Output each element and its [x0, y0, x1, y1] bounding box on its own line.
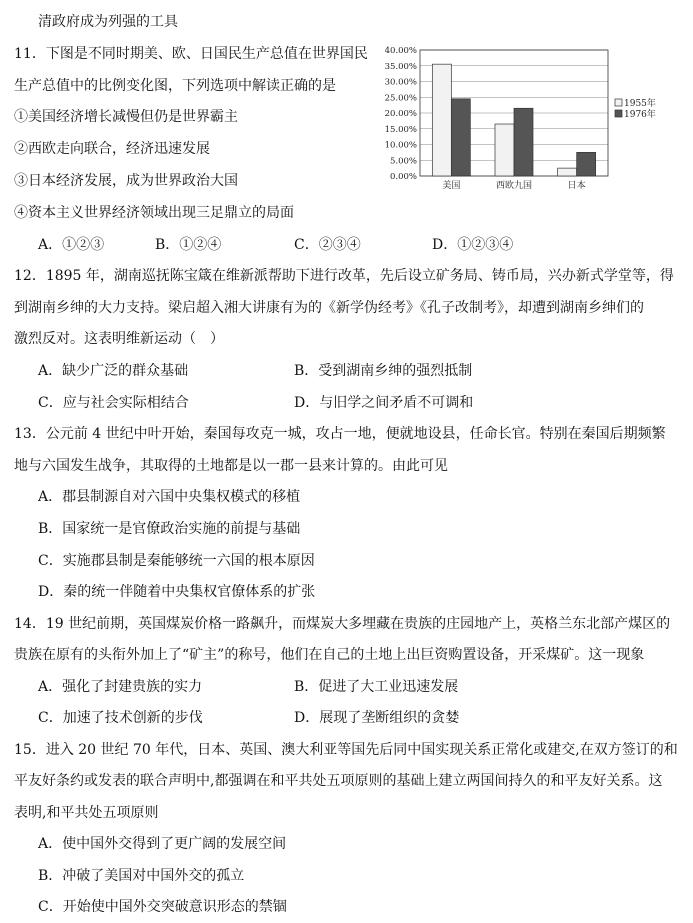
q14-option-a[interactable]: A．强化了封建贵族的实力 [38, 679, 203, 695]
q13-option-b[interactable]: B．国家统一是官僚政治实施的前提与基础 [38, 521, 301, 537]
y-tick-label: 10.00% [384, 140, 417, 151]
q14-stem-line2: 贵族在原有的头衔外加上了“矿主”的称号，他们在自己的土地上出巨资购置设备，开采煤矿。这一现象 [14, 647, 645, 663]
q11-option-d[interactable]: D．①②③④ [432, 237, 514, 253]
y-tick-label: 40.00% [384, 46, 417, 56]
bar-1955年 [432, 64, 451, 176]
y-tick-label: 20.00% [384, 109, 417, 119]
q11-item-4: ④资本主义世界经济领域出现三足鼎立的局面 [14, 205, 294, 221]
q15-stem-line2: 平友好条约或发表的联合声明中,都强调在和平共处五项原则的基础上建立两国间持久的和平友好关系。这 [14, 773, 663, 789]
q12-option-b[interactable]: B．受到湖南乡绅的强烈抵制 [294, 363, 473, 379]
q11-item-1: ①美国经济增长减慢但仍是世界霸主 [14, 109, 238, 125]
q11-item-3: ③日本经济发展，成为世界政治大国 [14, 173, 238, 189]
q12-stem-line3: 激烈反对。这表明维新运动（ ） [14, 331, 224, 347]
top-line: 清政府成为列强的工具 [38, 14, 178, 30]
q14-option-c[interactable]: C．加速了技术创新的步伐 [38, 710, 203, 726]
gnp-share-chart [378, 44, 668, 194]
y-tick-label: 15.00% [384, 124, 417, 135]
gnp-share-bar-chart [378, 44, 668, 194]
q11-option-b[interactable]: B．①②④ [155, 237, 222, 253]
legend-label: 1955年 [624, 99, 656, 109]
q14-option-b[interactable]: B．促进了大工业迅速发展 [294, 679, 459, 695]
y-tick-label: 35.00% [384, 61, 417, 72]
q15-option-c[interactable]: C．开始使中国外交突破意识形态的禁锢 [38, 899, 287, 915]
y-tick-label: 0.00% [389, 172, 417, 182]
legend-swatch [615, 99, 622, 106]
q12-stem-line1: 12．1895 年，湖南巡抚陈宝箴在维新派帮助下进行改革，先后设立矿务局、铸币局，兴办新式学堂等，得 [14, 268, 674, 284]
q11-item-2: ②西欧走向联合，经济迅速发展 [14, 141, 210, 157]
q12-stem-line2: 到湖南乡绅的大力支持。梁启超入湘大讲康有为的《新学伪经考》《孔子改制考》，却遭到湖南乡绅们的 [14, 300, 644, 316]
q11-stem-line2: 生产总值中的比例变化图，下列选项中解读正确的是 [14, 78, 336, 94]
q15-option-a[interactable]: A．使中国外交得到了更广阔的发展空间 [38, 836, 287, 852]
q13-stem-line1: 13．公元前 4 世纪中叶开始，秦国每攻克一城，攻占一地，便就地设县，任命长官。特别在秦国后期频繁 [14, 426, 666, 442]
q15-stem-line1: 15．进入 20 世纪 70 年代，日本、英国、澳大利亚等国先后同中国实现关系正常化或建交,在双方签订的和 [14, 742, 678, 758]
q15-stem-line3: 表明,和平共处五项原则 [14, 805, 159, 821]
bar-1976年 [577, 152, 596, 176]
q14-stem-line1: 14．19 世纪前期，英国煤炭价格一路飙升，而煤炭大多埋藏在贵族的庄园地产上，英格兰东北部产煤区的 [14, 616, 671, 632]
q12-option-a[interactable]: A．缺少广泛的群众基础 [38, 363, 189, 379]
q13-option-d[interactable]: D．秦的统一伴随着中央集权官僚体系的扩张 [38, 584, 316, 600]
q13-option-c[interactable]: C．实施郡县制是秦能够统一六国的根本原因 [38, 553, 315, 569]
bar-1976年 [451, 99, 470, 176]
legend-label: 1976年 [624, 110, 656, 120]
bar-1976年 [514, 108, 533, 176]
q12-option-c[interactable]: C．应与社会实际相结合 [38, 395, 189, 411]
x-tick-label: 美国 [442, 181, 461, 191]
bar-1955年 [495, 124, 514, 176]
q12-option-d[interactable]: D．与旧学之间矛盾不可调和 [294, 395, 474, 411]
bar-1955年 [558, 168, 577, 176]
y-tick-label: 5.00% [389, 156, 417, 167]
q13-option-a[interactable]: A．郡县制源自对六国中央集权模式的移植 [38, 489, 301, 505]
q11-option-c[interactable]: C．②③④ [294, 237, 361, 253]
q11-option-a[interactable]: A．①②③ [38, 237, 105, 253]
y-tick-label: 30.00% [384, 77, 417, 88]
x-tick-label: 日本 [567, 181, 586, 191]
q15-option-b[interactable]: B．冲破了美国对中国外交的孤立 [38, 868, 245, 884]
q11-stem-line1: 11．下图是不同时期美、欧、日国民生产总值在世界国民 [14, 46, 368, 62]
legend-swatch [615, 110, 622, 117]
y-tick-label: 25.00% [384, 93, 417, 104]
q13-stem-line2: 地与六国发生战争，其取得的土地都是以一郡一县来计算的。由此可见 [14, 458, 448, 474]
x-tick-label: 西欧九国 [495, 181, 533, 191]
q14-option-d[interactable]: D．展现了垄断组织的贪婪 [294, 710, 460, 726]
